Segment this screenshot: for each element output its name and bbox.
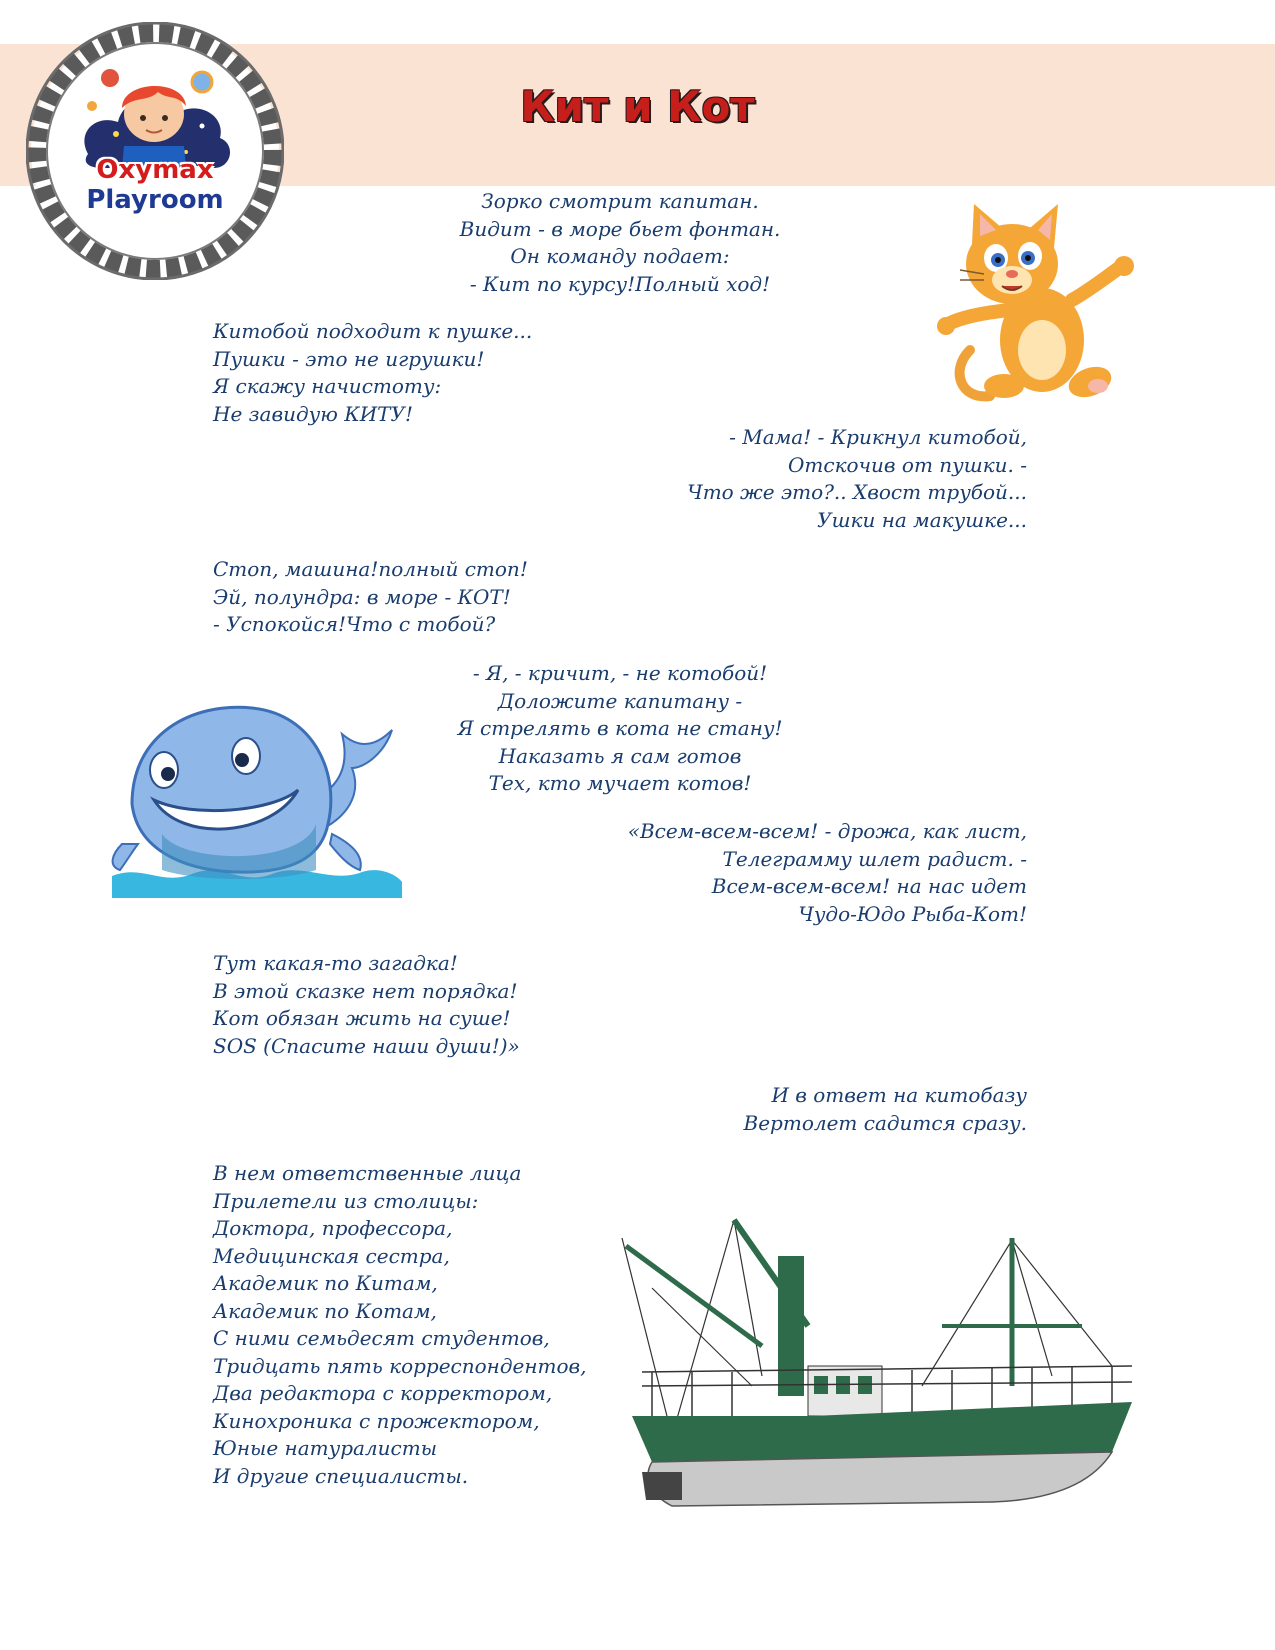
stanza-8 [744,1082,1027,1137]
stanza-line: Что же это?.. Хвост трубой... [687,480,1027,504]
stanza-line: Пушки - это не игрушки! [213,346,485,371]
stanza-line: Наказать я сам готов [498,743,742,768]
stanza-2 [213,318,532,428]
stanza-line: Кот обязан жить на суше! [213,1006,511,1030]
stanza-line: Доложите капитану - [497,688,743,713]
stanza-line: - Кит по курсу!Полный ход! [469,271,771,296]
stanza-5 [420,660,820,798]
stanza-line: Вертолет садится сразу. [743,1110,1027,1135]
stanza-line: И в ответ на китобазу [771,1083,1027,1107]
stanza-4 [213,556,528,639]
stanza-line: С ними семьдесят студентов, [213,1326,550,1350]
stanza-line: Зорко смотрит капитан. [481,189,759,213]
stanza-line: В нем ответственные лица [213,1161,522,1185]
stanza-line: Всем-всем-всем! на нас идет [711,874,1027,898]
stanza-line: - Успокойся!Что с тобой? [213,612,496,636]
stanza-1 [430,188,810,298]
logo-badge-icon [26,22,284,280]
whale-illustration [102,694,410,900]
stanza-line: - Я, - кричит, - не котобой! [472,661,768,685]
stanza-line: Тут какая-то загадка! [213,951,458,975]
stanza-line: И другие специалисты. [213,1463,469,1488]
stanza-line: Тридцать пять корреспондентов, [213,1353,587,1378]
stanza-line: Два редактора с корректором, [213,1381,553,1405]
stanza-line: Телеграмму шлет радист. - [722,846,1027,871]
stanza-line: SOS (Спасите наши души!)» [213,1033,520,1058]
stanza-line: Юные натуралисты [213,1436,437,1460]
stanza-line: Доктора, профессора, [213,1216,453,1240]
logo-line-2: Playroom [86,185,224,215]
stanza-line: Тех, кто мучает котов! [488,771,752,795]
stanza-line: Прилетели из столицы: [213,1188,479,1213]
stanza-line: Он команду подает: [510,244,730,268]
stanza-line: Академик по Котам, [213,1298,437,1323]
cat-illustration [930,200,1142,415]
page-title: Кит и Кот [520,82,755,131]
stanza-line: - Мама! - Крикнул китобой, [729,425,1027,449]
stanza-line: Ушки на макушке... [817,507,1027,532]
stanza-6 [628,818,1027,928]
stanza-3 [687,424,1027,534]
stanza-line: В этой сказке нет порядка! [213,978,518,1003]
stanza-7 [213,950,520,1060]
stanza-line: Отскочив от пушки. - [788,452,1027,477]
stanza-line: Видит - в море бьет фонтан. [459,216,781,241]
stanza-line: Академик по Китам, [213,1271,438,1295]
stanza-line: «Всем-всем-всем! - дрожа, как лист, [627,819,1027,843]
stanza-line: Чудо-Юдо Рыба-Кот! [798,901,1027,926]
stanza-line: Эй, полундра: в море - КОТ! [213,584,511,609]
stanza-line: Я скажу начистоту: [213,374,442,398]
stanza-line: Я стрелять в кота не стану! [457,716,783,740]
stanza-line: Стоп, машина!полный стоп! [213,557,528,581]
stanza-9 [213,1160,587,1490]
ship-illustration [612,1216,1142,1516]
stanza-line: Медицинская сестра, [213,1243,450,1268]
stanza-line: Китобой подходит к пушке... [213,319,533,343]
stanza-line: Кинохроника с прожектором, [213,1408,540,1433]
logo-line-1: Oxymax [96,155,214,185]
logo [26,22,284,280]
stanza-line: Не завидую КИТУ! [213,401,413,426]
